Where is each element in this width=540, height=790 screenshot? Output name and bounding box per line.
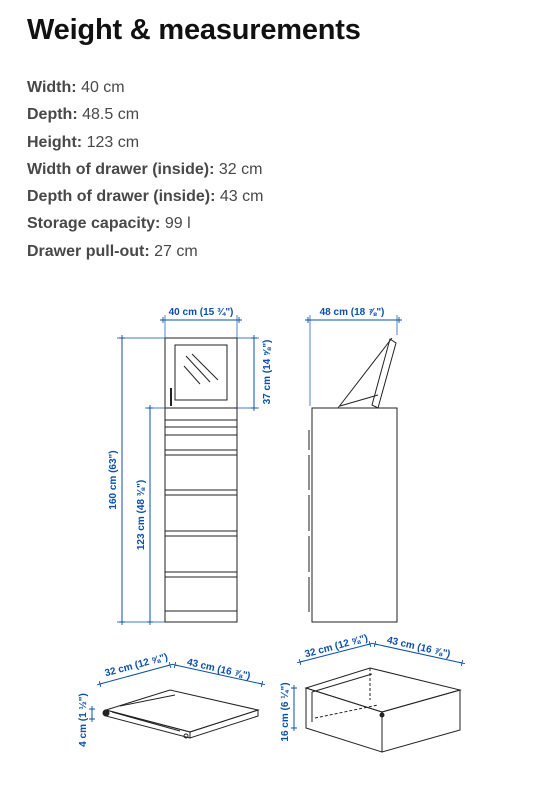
large-drawer-height-label: 16 cm (6 ¼") [280, 682, 291, 742]
small-drawer-top [106, 690, 258, 732]
body-height-label: 123 cm (48 ⅜") [136, 479, 147, 551]
large-drawer-top [306, 668, 460, 712]
spec-label: Drawer pull-out: [27, 242, 150, 260]
spec-value: 43 cm [219, 188, 264, 206]
side-open-lid [338, 338, 392, 408]
spec-value: 32 cm [218, 160, 263, 178]
spec-value: 99 l [164, 215, 191, 233]
page-title: Weight & measurements [27, 14, 361, 46]
large-drawer [306, 668, 460, 752]
large-drawer-width-label: 32 cm (12 ⅝") [303, 632, 370, 661]
spec-value: 48.5 cm [82, 106, 140, 124]
large-drawer-depth-label: 43 cm (16 ⅞") [385, 634, 452, 661]
spec-label: Storage capacity: [27, 215, 161, 233]
spec-value: 40 cm [81, 79, 125, 96]
front-dimensions [117, 315, 259, 622]
spec-label: Depth of drawer (inside): [27, 188, 216, 206]
small-drawer [103, 690, 258, 738]
mirror-height-label: 37 cm (14 ⅝") [262, 339, 273, 405]
front-width-label: 40 cm (15 ¾") [168, 307, 234, 318]
spec-label: Width: [27, 79, 77, 96]
spec-label: Width of drawer (inside): [27, 160, 215, 178]
side-depth-label: 48 cm (18 ⅞") [319, 307, 385, 318]
front-body [165, 408, 237, 622]
total-height-label: 160 cm (63") [108, 450, 119, 510]
small-drawer-depth-label: 43 cm (16 ⅞") [185, 656, 252, 683]
side-body [312, 408, 397, 622]
spec-value: 123 cm [86, 133, 140, 151]
spec-label: Depth: [27, 106, 78, 124]
small-drawer-width-label: 32 cm (12 ⅝") [103, 651, 170, 680]
side-dimensions [308, 315, 399, 406]
front-view [165, 338, 237, 622]
spec-value: 27 cm [154, 242, 198, 260]
spec-label: Height: [27, 133, 83, 151]
front-mirror-frame [165, 338, 237, 408]
side-view [309, 338, 397, 622]
small-drawer-height-label: 4 cm (1 ½") [78, 693, 89, 747]
